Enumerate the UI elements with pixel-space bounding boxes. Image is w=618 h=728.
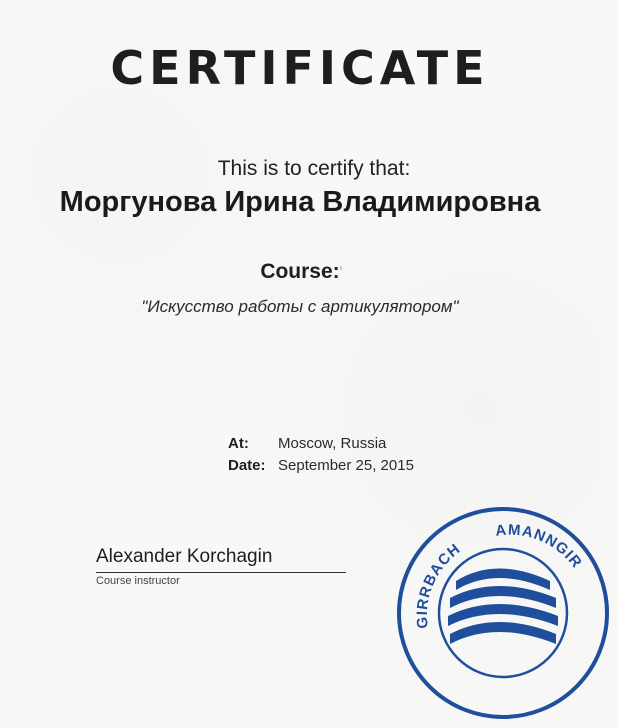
paper-speck (340, 266, 342, 270)
signer-role: Course instructor (96, 575, 180, 587)
stamp-text-left: GIRRBACH (413, 540, 464, 630)
signature-line (96, 572, 346, 573)
course-name: "Искусство работы с артикулятором" (141, 297, 459, 316)
certify-statement: This is to certify that: (217, 157, 411, 180)
location-key: At: (228, 435, 249, 452)
location-value: Moscow, Russia (278, 435, 387, 452)
signer-name: Alexander Korchagin (96, 546, 273, 567)
date-key: Date: (228, 457, 266, 474)
amann-girrbach-logo-stamp (388, 498, 618, 728)
details-block (228, 433, 414, 477)
stamp-text-right: AMANNGIR (494, 521, 586, 572)
course-label: Course: (260, 260, 340, 283)
date-value: September 25, 2015 (278, 457, 414, 474)
stamp-wave-emblem (448, 569, 558, 645)
recipient-name: Моргунова Ирина Владимировна (59, 186, 541, 218)
detail-row-location (228, 433, 414, 455)
certificate-title: CERTIFICATE (110, 41, 490, 95)
detail-row-date (228, 455, 414, 477)
